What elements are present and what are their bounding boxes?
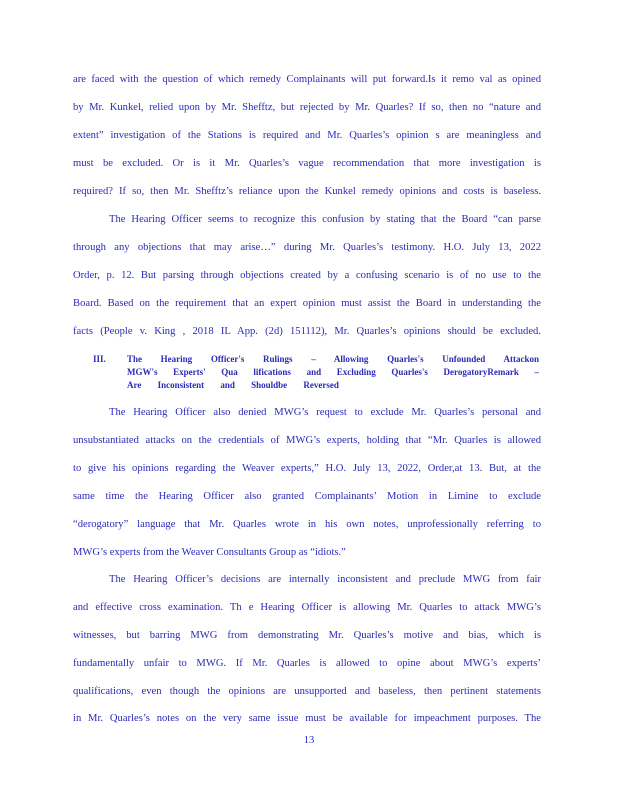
section-heading-line: Are Inconsistent and Shouldbe Reversed <box>127 380 339 390</box>
body-text-line: to give his opinions regarding the Weaver experts,” H.O. July 13, 2022, Order,at 13. But, at the <box>73 463 541 474</box>
body-text-line: required? If so, then Mr. Shefftz’s reliance upon the Kunkel remedy opinions and costs is baseless. <box>73 186 541 197</box>
body-text-line: are faced with the question of which remedy Complainants will put forward.Is it remo val as opined <box>73 74 541 85</box>
section-heading-line: MGW's Experts' Qua lifications and Excluding Quarles's DerogatoryRemark – <box>127 367 539 377</box>
body-text-line: Order, p. 12. But parsing through objections created by a confusing scenario is of no use to the <box>73 270 541 281</box>
body-text-line: facts (People v. King , 2018 IL App. (2d) 151112), Mr. Quarles’s opinions should be excluded. <box>73 326 541 337</box>
body-text-line: unsubstantiated attacks on the credentials of MWG’s experts, holding that “Mr. Quarles is allowed <box>73 435 541 446</box>
body-text-line: in Mr. Quarles’s notes on the very same issue must be available for impeachment purposes. The <box>73 713 541 724</box>
body-text-line: extent” investigation of the Stations is required and Mr. Quarles’s opinion s are meaningless and <box>73 130 541 141</box>
body-text-line: The Hearing Officer also denied MWG’s request to exclude Mr. Quarles’s personal and <box>109 407 541 418</box>
body-text-line: and effective cross examination. Th e Hearing Officer is allowing Mr. Quarles to attack MWG’s <box>73 602 541 613</box>
body-text-line: The Hearing Officer’s decisions are internally inconsistent and preclude MWG from fair <box>109 574 541 585</box>
body-text-line: qualifications, even though the opinions are unsupported and baseless, then pertinent statements <box>73 686 541 697</box>
body-text-line: must be excluded. Or is it Mr. Quarles’s vague recommendation that more investigation is <box>73 158 541 169</box>
body-text-line: fundamentally unfair to MWG. If Mr. Quarles is allowed to opine about MWG’s experts’ <box>73 658 541 669</box>
body-text-line: MWG’s experts from the Weaver Consultants Group as “idiots.” <box>73 547 346 558</box>
body-text-line: The Hearing Officer seems to recognize this confusion by stating that the Board “can parse <box>109 214 541 225</box>
section-heading-line: The Hearing Officer's Rulings – Allowing Quarles's Unfounded Attackon <box>127 354 539 364</box>
body-text-line: same time the Hearing Officer also granted Complainants’ Motion in Limine to exclude <box>73 491 541 502</box>
page-number: 13 <box>303 735 315 746</box>
body-text-line: Board. Based on the requirement that an expert opinion must assist the Board in understanding the <box>73 298 541 309</box>
body-text-line: “derogatory” language that Mr. Quarles wrote in his own notes, unprofessionally referring to <box>73 519 541 530</box>
body-text-line: by Mr. Kunkel, relied upon by Mr. Shefftz, but rejected by Mr. Quarles? If so, then no “nature and <box>73 102 541 113</box>
body-text-line: witnesses, but barring MWG from demonstrating Mr. Quarles’s motive and bias, which is <box>73 630 541 641</box>
section-number: III. <box>93 354 106 364</box>
body-text-line: through any objections that may arise…” during Mr. Quarles’s testimony. H.O. July 13, 2022 <box>73 242 541 253</box>
